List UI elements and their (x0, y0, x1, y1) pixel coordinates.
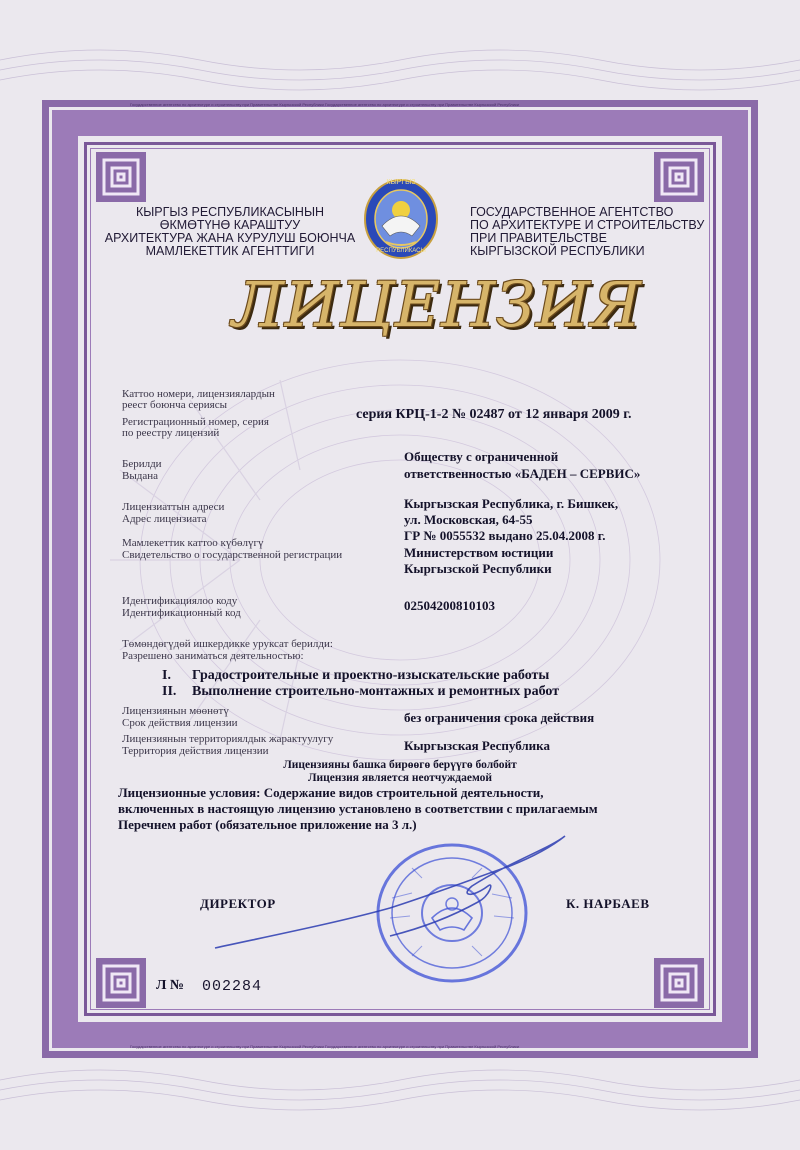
term-label-ru: Срок действия лицензии (122, 717, 238, 729)
corner-ornament-top-right (652, 150, 706, 204)
issued-label-ky: Берилди (122, 458, 162, 470)
director-label: ДИРЕКТОР (200, 896, 276, 911)
microtext-top: Государственное агентство по архитектуре и строительству при Правительстве Кыргызской Республики Государственное агентство по архитектуре и строительству при Правительстве Кыргызской Республики (130, 102, 519, 107)
issued-value-line2: ответственностью «БАДЕН – СЕРВИС» (404, 466, 641, 481)
registration-label-ru: Свидетельство о государственной регистрации (122, 549, 343, 561)
number-value: 002284 (202, 978, 263, 995)
address-value-line2: ул. Московская, 64-55 (404, 512, 533, 527)
address-label-ky: Лицензиаттын адреси (122, 501, 225, 513)
activity-item-number: II. (162, 684, 177, 699)
series-value: серия КРЦ-1-2 № 02487 от 12 января 2009 г. (356, 407, 632, 422)
territory-label-ru: Территория действия лицензии (122, 745, 269, 757)
conditions-line3: Перечнем работ (обязательное приложение на 3 л.) (118, 817, 417, 832)
microtext-bottom: Государственное агентство по архитектуре и строительству при Правительстве Кыргызской Республики Государственное агентство по архитектуре и строительству при Правительстве Кыргызской Республики (130, 1044, 519, 1049)
conditions-line2: включенных в настоящую лицензию установлено в соответствии с прилагаемым (118, 801, 598, 816)
document-title: ЛИЦЕНЗИЯ (232, 268, 642, 341)
issued-value-line1: Обществу с ограниченной (404, 449, 559, 464)
series-label-ky-1: Каттоо номери, лицензиялардын (122, 388, 275, 400)
address-value-line1: Кыргызская Республика, г. Бишкек, (404, 496, 619, 511)
header-right-line: КЫРГЫЗСКОЙ РЕСПУБЛИКИ (470, 244, 645, 258)
header-left-line: ӨКМӨТҮНӨ КАРАШТУУ (159, 218, 301, 232)
registration-value-line2: Министерством юстиции (404, 545, 554, 560)
director-name: К. НАРБАЕВ (566, 896, 650, 911)
header-right-line: ГОСУДАРСТВЕННОЕ АГЕНТСТВО (470, 205, 674, 219)
territory-label-ky: Лицензиянын территориялдык жарактуулугу (122, 733, 334, 745)
emblem-bottom-text: РЕСПУБЛИКАСЫ (376, 248, 426, 254)
signature (210, 826, 580, 956)
header-left-line: АРХИТЕКТУРА ЖАНА КУРУЛУШ БОЮНЧА (104, 231, 356, 245)
header-right (470, 205, 705, 258)
corner-ornament-bottom-left (94, 956, 148, 1010)
number-label: Л № (156, 978, 184, 993)
id-label-ky: Идентификациялоо коду (122, 595, 238, 607)
header-left (100, 206, 360, 258)
header-right-line: ПО АРХИТЕКТУРЕ И СТРОИТЕЛЬСТВУ (470, 218, 705, 232)
activity-item-text: Градостроительные и проектно-изыскательские работы (192, 668, 550, 683)
series-label-ru-2: по реестру лицензий (122, 427, 220, 439)
registration-label-ky: Мамлекеттик каттоо күбөлүгү (122, 537, 264, 549)
issued-label-ru: Выдана (122, 470, 158, 482)
series-label-ru-1: Регистрационный номер, серия (122, 416, 269, 428)
activity-label-ky: Төмөндөгүдөй ишкердикке уруксат берилди: (122, 638, 333, 650)
conditions-line1: Лицензионные условия: Содержание видов строительной деятельности, (118, 785, 544, 800)
id-value: 02504200810103 (404, 598, 495, 613)
registration-value-line3: Кыргызской Республики (404, 561, 552, 576)
id-label-ru: Идентификационный код (122, 607, 241, 619)
emblem-top-text: КЫРГЫЗ (386, 179, 416, 186)
transfer-note-ru: Лицензия является неотчуждаемой (307, 772, 493, 784)
corner-ornament-top-left (94, 150, 148, 204)
activity-item-text: Выполнение строительно-монтажных и ремонтных работ (192, 684, 560, 699)
territory-value: Кыргызская Республика (404, 738, 550, 753)
series-label-ky-2: реест боюнча сериясы (122, 399, 227, 411)
address-label-ru: Адрес лицензиата (122, 513, 207, 525)
registration-value-line1: ГР № 0055532 выдано 25.04.2008 г. (404, 528, 606, 543)
header-left-line: КЫРГЫЗ РЕСПУБЛИКАСЫНЫН (135, 205, 325, 219)
activity-item-number: I. (162, 668, 171, 683)
header-left-line: МАМЛЕКЕТТИК АГЕНТТИГИ (145, 244, 315, 258)
activity-label-ru: Разрешено заниматься деятельностью: (122, 650, 304, 662)
corner-ornament-bottom-right (652, 956, 706, 1010)
term-value: без ограничения срока действия (404, 710, 595, 725)
transfer-note-ky: Лицензияны башка бирөөгө берүүгө болбойт (283, 759, 517, 771)
header-right-line: ПРИ ПРАВИТЕЛЬСТВЕ (470, 231, 607, 245)
term-label-ky: Лицензиянын мөөнөтү (122, 705, 229, 717)
